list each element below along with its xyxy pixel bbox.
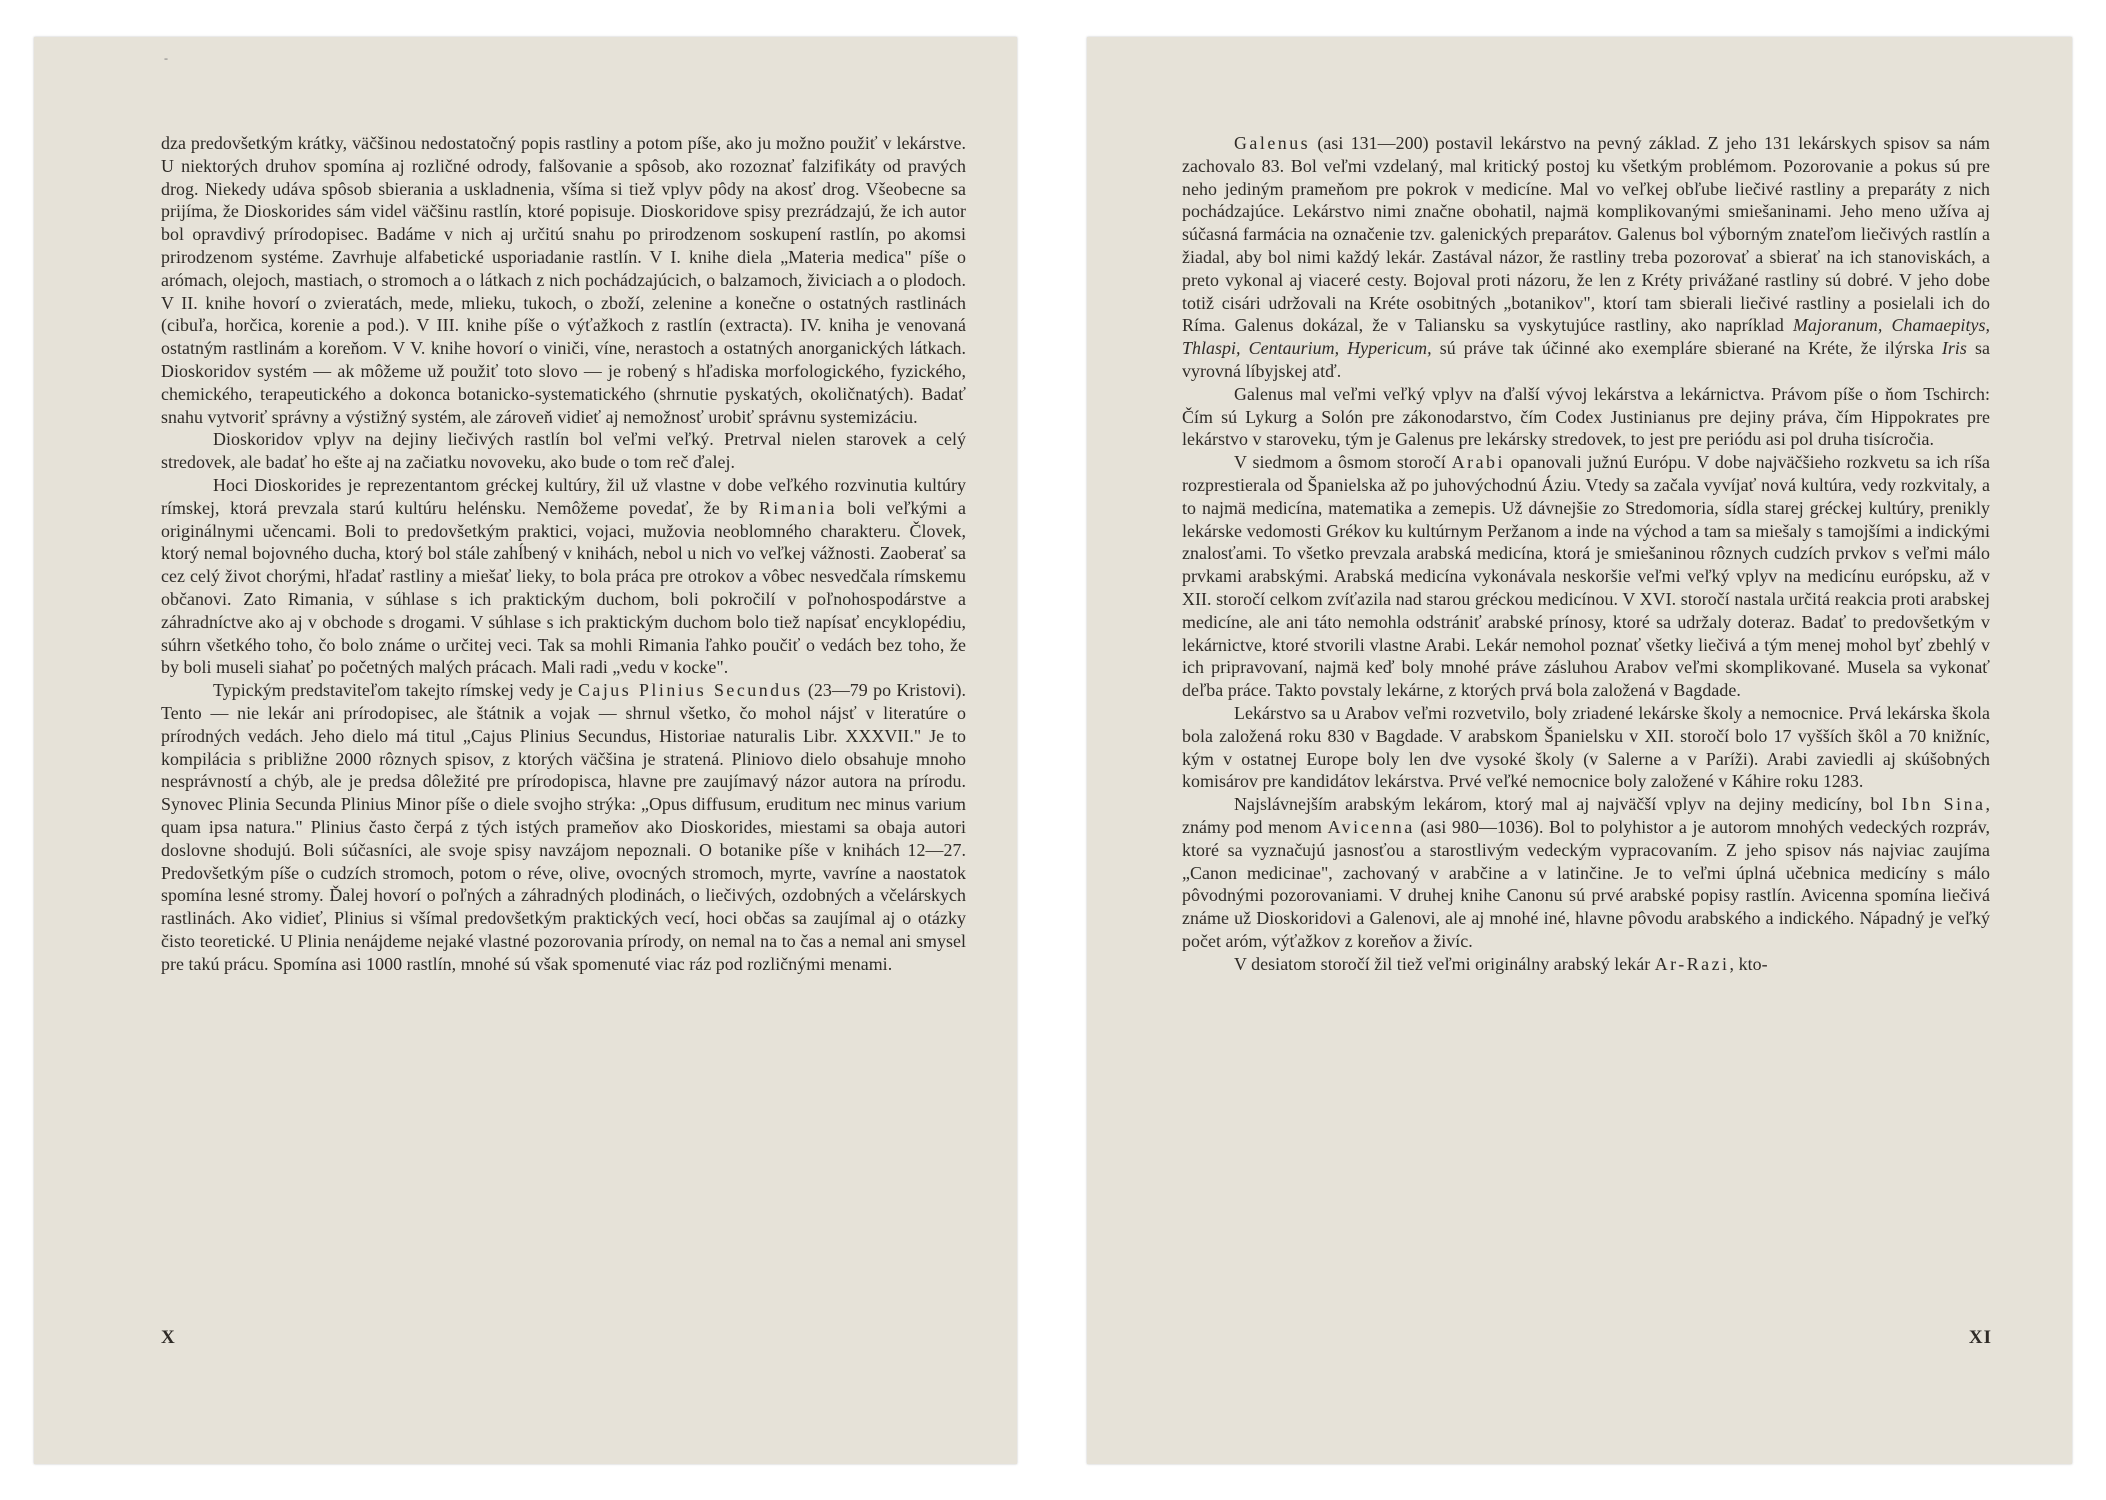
- right-folio: XI: [1968, 1327, 1992, 1348]
- paragraph: [161, 679, 966, 975]
- spaced-name: Ibn Sina: [1901, 794, 1986, 815]
- text-run: Typickým predstaviteľom takejto rímskej vedy je: [213, 680, 578, 701]
- right-page-text: [1182, 132, 1990, 975]
- text-run: (23—79 po Kristovi). Tento — nie lekár ani prírodopisec, ale štátnik a vojak — shrnul všetko, čo mohol nájsť v literatúre o prírodných vedách. Jeho dielo má titul „Cajus Plinius Secundus, Historiae naturalis Libr. XXXVII." Je to kompilácia s približne 2000 rôznych spisov, z ktorých väčšina je stratená. Pliniovo dielo obsahuje mnoho nesprávností a chýb, ale je predsa dôležité pre prírodopisca, hlavne pre zaujímavý názor autora na prírodu. Synovec Plinia Secunda Plinius Minor píše o diele svojho strýka: „Opus diffusum, eruditum nec minus varium quam ipsa natura." Plinius často čerpá z tých istých prameňov ako Dioskorides, miestami sa obaja autori doslovne shodujú. Boli súčasníci, ale svoje spisy navzájom nepoznali. O botanike píše v knihách 12—27. Predovšetkým píše o cudzích stromoch, potom o réve, olive, ovocných stromoch, myrte, vavríne a naostatok spomína lesné stromy. Ďalej hovorí o poľných a záhradných plodinách, o liečivých, ozdobných a včelárskych rastlinách. Ako vidieť, Plinius si všímal predovšetkým praktických vecí, hoci občas sa zaujímal aj o otázky čisto teoretické. U Plinia nenájdeme nejaké vlastné pozorovania prírody, on nemal na to čas a nemal ani smysel pre takú prácu. Spomína asi 1000 rastlín, mnohé sú však spomenuté viac ráz pod rozličnými menami.: [161, 680, 966, 974]
- paragraph: [1182, 702, 1990, 793]
- text-run: Najslávnejším arabským lekárom, ktorý mal aj najväčší vplyv na dejiny medicíny, bol: [1234, 794, 1902, 815]
- page-mark: -: [164, 51, 168, 65]
- text-run: Galenus mal veľmi veľký vplyv na ďalší vývoj lekárstva a lekárnictva. Právom píše o ňom Tschirch: Čím sú Lykurg a Solón pre zákonodarstvo, čím Codex Justinianus pre dejiny práva, čím Hippokrates pre lekárstvo v staroveku, tým je Galenus pre lekársky stredovek, to jest pre periódu asi pol druha tisícročia.: [1182, 383, 1990, 450]
- text-run: , kto-: [1729, 953, 1768, 974]
- italic-term: Majoranum, Chamaepitys, Thlaspi, Centaurium, Hypericum,: [1182, 315, 1990, 359]
- paragraph: [1182, 953, 1990, 976]
- text-run: Hoci Dioskorides je reprezentantom gréckej kultúry, žil už vlastne v dobe veľkého rozvinutia kultúry rímskej, ktorá prevzala starú kultúru helénsku. Nemôžeme povedať, že by: [161, 474, 966, 518]
- spaced-name: Avicenna: [1327, 816, 1415, 837]
- paragraph: [1182, 132, 1990, 383]
- paragraph: [1182, 451, 1990, 702]
- spaced-name: Arabi: [1451, 452, 1505, 473]
- left-page: [34, 37, 1017, 1464]
- paragraph: [161, 132, 966, 428]
- text-run: sa vyrovná líbyjskej atď.: [1182, 338, 1990, 381]
- text-run: , známy pod menom: [1182, 794, 1990, 837]
- right-page: [1087, 37, 2072, 1464]
- text-run: Dioskoridov vplyv na dejiny liečivých rastlín bol veľmi veľký. Pretrval nielen starovek a celý stredovek, ale badať ho ešte aj na začiatku novoveku, ako bude o tom reč ďalej.: [161, 429, 966, 473]
- text-run: (asi 980—1036). Bol to polyhistor a je autorom mnohých vedeckých rozpráv, ktoré sa vyznačujú jasnosťou a starostlivým vedeckým vypracovaním. Z jeho spisov nás najviac zaujíma „Canon medicinae", zachovaný v arabčine a v latinčine. Je to veľmi úplná učebnica medicíny s málo pôvodnými pozorovaniami. V druhej knihe Canonu sú prvé arabské popisy rastlín. Avicenna spomína liečivá známe už Dioskoridovi a Galenovi, ale aj mnohé iné, hlavne pôvodu arabského a indického. Nápadný je veľký počet aróm, výťažkov z koreňov a živíc.: [1182, 816, 1990, 951]
- text-run: sú práve tak účinné ako exempláre sbierané na Kréte, že ilýrska: [1431, 338, 1942, 359]
- text-run: boli veľkými a originálnymi učencami. Boli to predovšetkým praktici, vojaci, mužovia neoblomného charakteru. Človek, ktorý nemal bojovného ducha, ktorý bol stále zahĺbený v knihách, nebol u nich vo veľkej vážnosti. Zaoberať sa cez celý život chorými, hľadať rastliny a miešať lieky, to bola práca pre otrokov a vôbec nesvedčala rímskemu občanovi. Zato Rimania, v súhlase s ich praktickým duchom, boli pokročilí v poľnohospodárstve a záhradníctve ako aj v obchode s drogami. V súhlase s ich praktickým duchom bolo tiež napísať encyklopédiu, súhrn všetkého toho, čo bolo známe o určitej veci. Tak sa mohli Rimania ľahko poučiť o vedách bez toho, že by boli museli siahať po početných malých prácach. Mali radi „vedu v kocke".: [161, 497, 967, 678]
- italic-term: Iris: [1941, 338, 1967, 359]
- text-run: dza predovšetkým krátky, väčšinou nedostatočný popis rastliny a potom píše, ako ju možno použiť v lekárstve. U niektorých druhov spomína aj rozličné odrody, falšovanie a spôsob, ako rozoznať falzifikáty od pravých drog. Niekedy udáva spôsob sbierania a uskladnenia, všíma si tiež vplyv pôdy na akosť drog. Všeobecne sa prijíma, že Dioskorides sám videl väčšinu rastlín, ktoré popisuje. Dioskoridove spisy prezrádzajú, že ich autor bol opravdivý prírodopisec. Badáme v nich aj určitú snahu po prirodzenom soskupení rastlín, po akomsi prirodzenom systéme. Zavrhuje alfabetické usporiadanie rastlín. V I. knihe diela „Materia medica" píše o arómach, olejoch, mastiach, o stromoch a o látkach z nich pochádzajúcich, o balzamoch, živiciach a o plodoch. V II. knihe hovorí o zvieratách, mede, mlieku, tukoch, o zboží, zelenine a konečne o ostatných rastlinách (cibuľa, horčica, korenie a pod.). V III. knihe píše o výťažkoch z rastlín (extracta). IV. kniha je venovaná ostatným rastlinám a koreňom. V V. knihe hovorí o viniči, víne, nerastoch a ostatných anorganických látkach. Dioskoridov systém — ak môžeme už použiť toto slovo — je robený s hľadiska morfologického, fyzického, chemického, terapeutického a dokonca botanicko-systematického (shrnutie pyskatých, okoličnatých). Badať snahu vytvoriť správny a výstižný systém, ale zároveň vidieť aj nemožnosť urobiť správnu systemizáciu.: [161, 133, 966, 427]
- spaced-name: Rimania: [758, 497, 837, 518]
- text-run: V siedmom a ôsmom storočí: [1234, 452, 1452, 473]
- left-folio: X: [161, 1327, 176, 1348]
- paragraph: [161, 428, 966, 474]
- text-run: Lekárstvo sa u Arabov veľmi rozvetvilo, boly zriadené lekárske školy a nemocnice. Prvá lekárska škola bola založená roku 830 v Bagdade. V arabskom Španielsku v XII. storočí bolo 17 vyšších škôl a 70 knižníc, kým v ostatnej Europe boly len dve vysoké školy (v Salerne a v Paríži). Arabi zaviedli aj skúšobných komisárov pre kandidátov lekárstva. Prvé veľké nemocnice boly založené v Káhire roku 1283.: [1182, 702, 1990, 792]
- paragraph: [161, 474, 966, 679]
- left-page-text: [161, 132, 966, 975]
- text-run: (asi 131—200) postavil lekárstvo na pevný základ. Z jeho 131 lekárskych spisov sa nám zachovalo 83. Bol veľmi vzdelaný, mal kritický postoj ku všetkým problémom. Pozorovanie a pokus sú pre neho jediným prameňom pre pokrok v medicíne. Mal vo veľkej obľube liečivé rastliny a preparáty z nich pochádzajúce. Lekárstvo nimi značne obohatil, najmä komplikovanými smiešaninami. Jeho meno užíva aj súčasná farmácia na označenie tzv. galenických preparátov. Galenus bol výborným znateľom liečivých rastlín a žiadal, aby bol nimi každý lekár. Zastával názor, že rastliny treba pozorovať a sbierať na ich stanoviskách, a preto vykonal aj viaceré cesty. Bojoval proti názoru, že len z Kréty privážané rastliny sú dobré. V jeho dobe totiž cisári udržovali na Kréte osobitných „botanikov", ktorí tam sbierali liečivé rastliny a posielali ich do Ríma. Galenus dokázal, že v Taliansku sa vyskytujúce rastliny, ako napríklad: [1182, 133, 1990, 336]
- spaced-name: Ar-Razi: [1654, 953, 1730, 974]
- spaced-name: Cajus Plinius Secundus: [577, 680, 803, 701]
- text-run: opanovali južnú Európu. V dobe najväčšieho rozkvetu sa ich ríša rozprestierala od Španielska až po juhovýchodnú Áziu. Vtedy sa začala vyvíjať nová kultúra, vedy rozkvitaly, a to najmä medicína, matematika a zemepis. Už dávnejšie zo Stredomoria, sídla starej gréckej kultúry, prenikly lekárske vedomosti Grékov ku kultúrnym Peržanom a inde na východ a tam sa miešaly s tamojšími a indickými znalosťami. To všetko prevzala arabská medicína, ktorá je smiešaninou rôznych cudzích prvkov s veľmi málo prvkami arabskými. Arabská medicína vykonávala neskoršie veľmi veľký vplyv na medicínu európsku, až v XII. storočí celkom zvíťazila nad starou gréckou medicínou. V XVI. storočí nastala určitá reakcia proti arabskej medicíne, ale ani táto nemohla odstrániť arabské prínosy, ktoré sa udržaly doteraz. Badať to predovšetkým v lekárnictve, ktoré stvorili vlastne Arabi. Lekár nemohol poznať všetky liečivá a tým menej mohol byť zbehlý v ich pripravovaní, najmä keď boly mnohé práve zásluhou Arabov veľmi skomplikované. Musela sa vykonať deľba práce. Takto povstaly lekárne, z ktorých prvá bola založená v Bagdade.: [1182, 452, 1990, 701]
- text-run: V desiatom storočí žil tiež veľmi originálny arabský lekár: [1234, 953, 1655, 974]
- paragraph: [1182, 793, 1990, 953]
- spaced-name: Galenus: [1234, 133, 1311, 153]
- paragraph: [1182, 383, 1990, 451]
